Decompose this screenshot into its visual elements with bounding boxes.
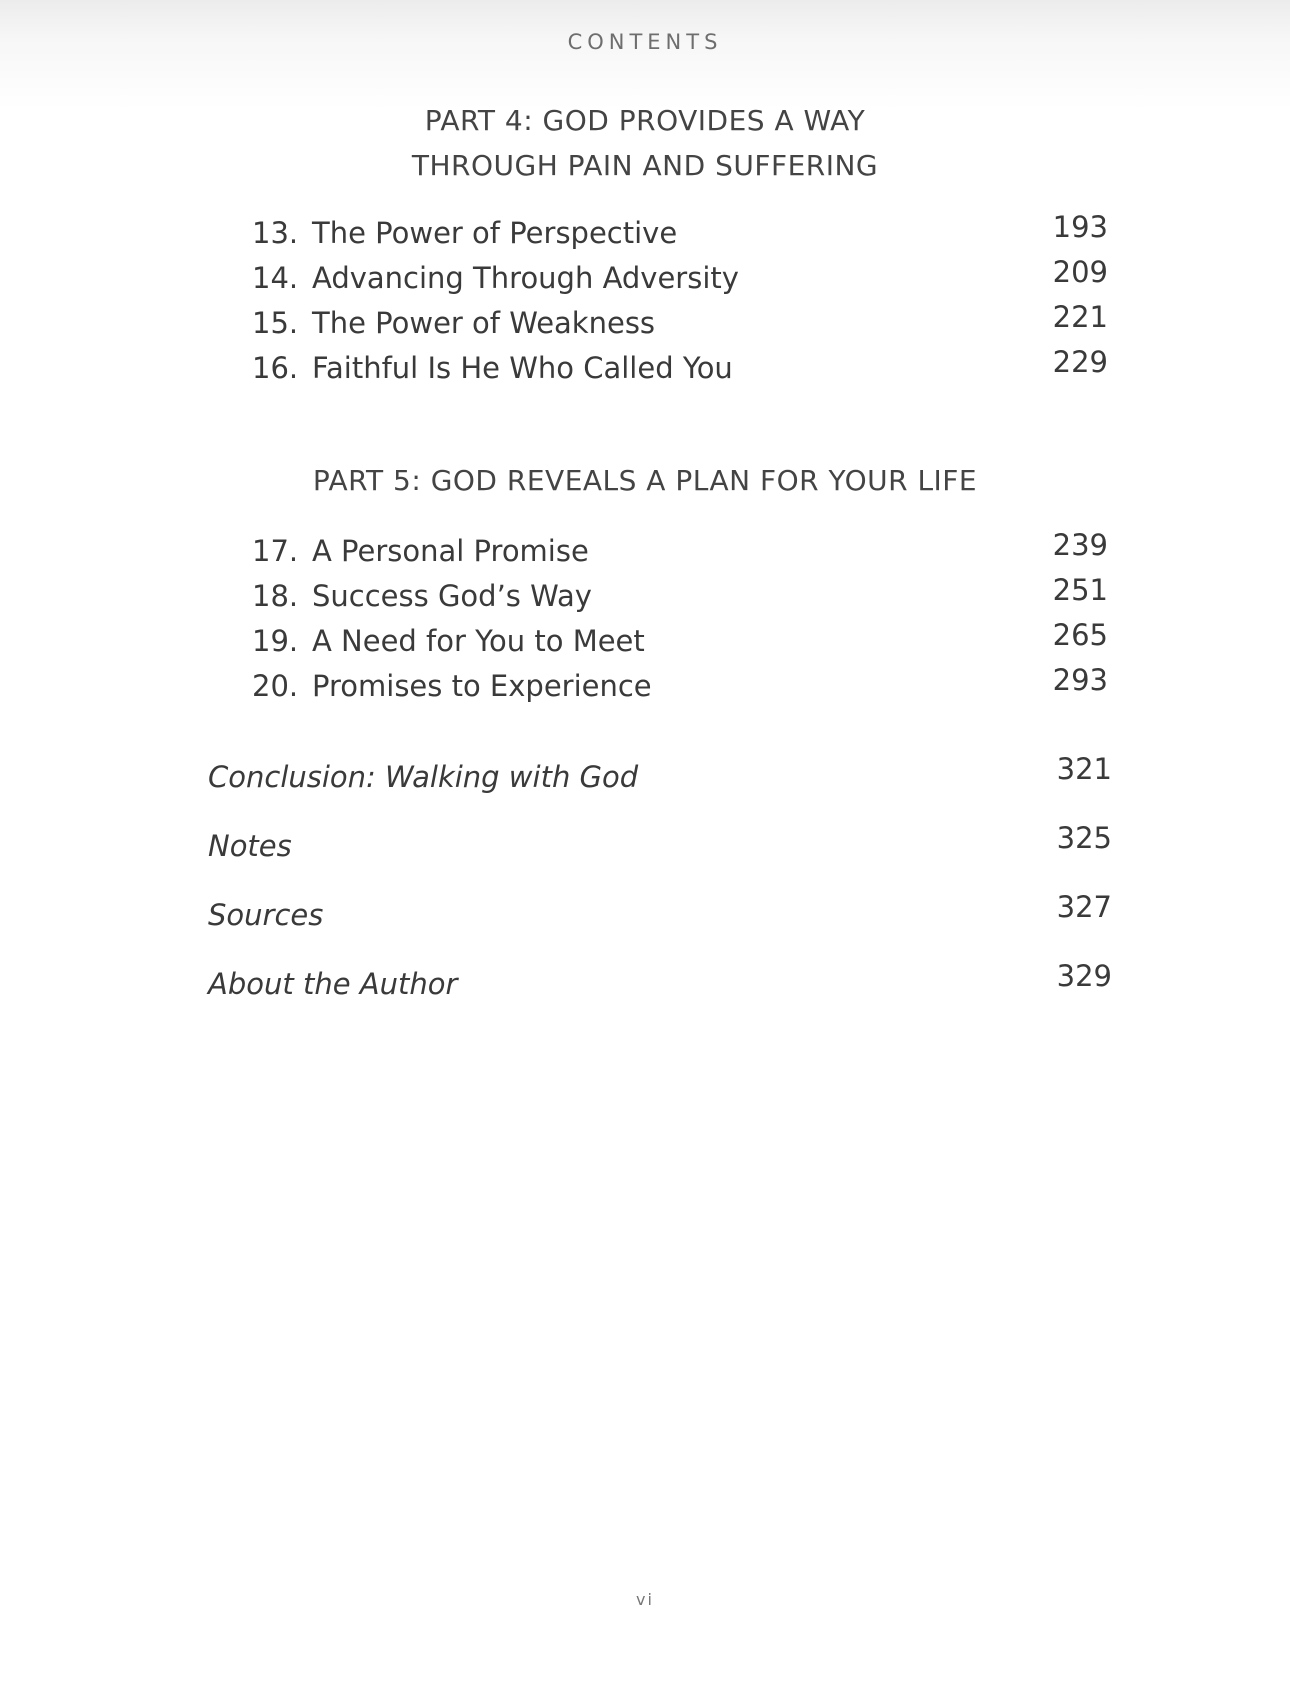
toc-entry-conclusion[interactable] bbox=[0, 752, 1290, 829]
part-4-heading bbox=[0, 98, 1290, 188]
page-number: 329 bbox=[1056, 959, 1112, 993]
chapter-title: Success God’s Way bbox=[312, 579, 592, 613]
part-4-chapter-list bbox=[0, 210, 1290, 396]
page-number: 193 bbox=[1052, 210, 1108, 244]
toc-entry-sources[interactable] bbox=[0, 890, 1290, 967]
backmatter-list bbox=[0, 752, 1290, 1036]
backmatter-title: About the Author bbox=[208, 967, 458, 1001]
chapter-number: 14. bbox=[252, 261, 299, 295]
page-number: 327 bbox=[1056, 890, 1112, 924]
chapter-title: Advancing Through Adversity bbox=[312, 261, 739, 295]
chapter-title: The Power of Weakness bbox=[312, 306, 656, 340]
chapter-number: 16. bbox=[252, 351, 299, 385]
chapter-title: Faithful Is He Who Called You bbox=[312, 351, 733, 385]
page-number: 221 bbox=[1052, 300, 1108, 334]
chapter-number: 15. bbox=[252, 306, 299, 340]
chapter-number: 19. bbox=[252, 624, 299, 658]
part-4-heading-line-2: THROUGH PAIN AND SUFFERING bbox=[411, 149, 879, 182]
chapter-number: 13. bbox=[252, 216, 299, 250]
page-number: 209 bbox=[1052, 255, 1108, 289]
toc-entry-20[interactable] bbox=[0, 663, 1290, 714]
page-number: 293 bbox=[1052, 663, 1108, 697]
backmatter-title: Sources bbox=[208, 898, 324, 932]
page-number: 321 bbox=[1056, 752, 1112, 786]
chapter-title: A Need for You to Meet bbox=[312, 624, 645, 658]
folio-page-number: vi bbox=[636, 1590, 654, 1609]
chapter-number: 17. bbox=[252, 534, 299, 568]
page-number: 325 bbox=[1056, 821, 1112, 855]
page-number: 251 bbox=[1052, 573, 1108, 607]
backmatter-title: Notes bbox=[208, 829, 292, 863]
toc-entry-notes[interactable] bbox=[0, 821, 1290, 898]
chapter-number: 20. bbox=[252, 669, 299, 703]
chapter-title: A Personal Promise bbox=[312, 534, 589, 568]
part-4-heading-line-1: PART 4: GOD PROVIDES A WAY bbox=[424, 104, 866, 137]
page-number: 265 bbox=[1052, 618, 1108, 652]
page-number: 239 bbox=[1052, 528, 1108, 562]
part-5-heading bbox=[0, 458, 1290, 503]
part-5-heading-line-1: PART 5: GOD REVEALS A PLAN FOR YOUR LIFE bbox=[312, 464, 978, 497]
part-5-chapter-list bbox=[0, 528, 1290, 714]
running-head: CONTENTS bbox=[567, 30, 723, 54]
chapter-title: The Power of Perspective bbox=[312, 216, 678, 250]
toc-entry-16[interactable] bbox=[0, 345, 1290, 396]
chapter-title: Promises to Experience bbox=[312, 669, 652, 703]
backmatter-title: Conclusion: Walking with God bbox=[208, 760, 639, 794]
toc-entry-about-author[interactable] bbox=[0, 959, 1290, 1036]
chapter-number: 18. bbox=[252, 579, 299, 613]
page-number: 229 bbox=[1052, 345, 1108, 379]
